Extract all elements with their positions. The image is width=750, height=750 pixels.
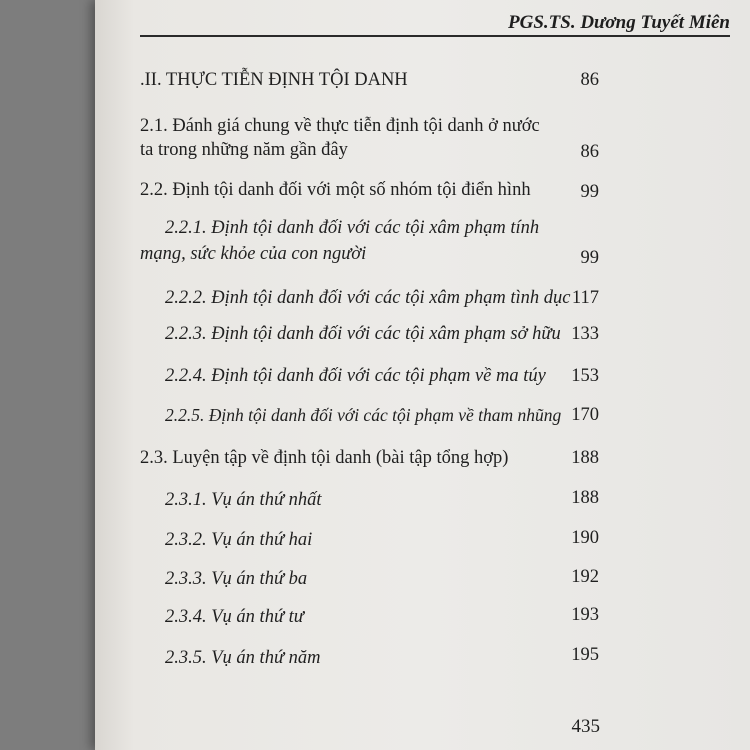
- toc-entry-label: 2.3.1. Vụ án thứ nhất: [165, 490, 322, 510]
- toc-entry-label: 2.2.4. Định tội danh đối với các tội phạm về ma túy: [165, 366, 546, 386]
- toc-entry-page: 117: [571, 288, 599, 308]
- toc-entry-page: 188: [571, 488, 599, 508]
- header-rule: [140, 35, 730, 37]
- running-header-author: PGS.TS. Dương Tuyết Miên: [508, 12, 730, 33]
- toc-entry-page: 133: [571, 324, 599, 344]
- book-page: [95, 0, 750, 750]
- toc-entry-label: 2.2.5. Định tội danh đối với các tội phạm về tham nhũng: [165, 405, 562, 425]
- toc-entry-label: 2.2.2. Định tội danh đối với các tội xâm phạm tình dục: [165, 288, 571, 308]
- toc-entry-label-line2: ta trong những năm gần đây: [140, 140, 348, 160]
- toc-entry-label: 2.2. Định tội danh đối với một số nhóm tội điển hình: [140, 180, 531, 200]
- toc-entry-page: 195: [571, 645, 599, 665]
- toc-entry-page: 190: [571, 528, 599, 548]
- toc-entry-page: 86: [580, 142, 599, 162]
- toc-entry-label-line1: 2.2.1. Định tội danh đối với các tội xâm phạm tính: [165, 218, 540, 238]
- toc-entry-page: 153: [571, 366, 599, 386]
- toc-entry-label: 2.3.4. Vụ án thứ tư: [165, 607, 304, 627]
- toc-entry-page: 192: [571, 567, 599, 587]
- toc-entry-label: 2.2.3. Định tội danh đối với các tội xâm phạm sở hữu: [165, 324, 561, 344]
- toc-entry-label: 2.3. Luyện tập về định tội danh (bài tập tổng hợp): [140, 448, 509, 468]
- toc-entry-label: 2.3.5. Vụ án thứ năm: [165, 648, 321, 668]
- toc-entry-page: 86: [580, 70, 599, 90]
- toc-entry-page: 99: [580, 182, 599, 202]
- toc-entry-page: 170: [571, 405, 599, 425]
- toc-entry-page: 188: [571, 448, 599, 468]
- toc-entry-label-line1: 2.1. Đánh giá chung về thực tiễn định tội danh ở nước: [140, 116, 540, 136]
- toc-entry-page: 99: [580, 248, 599, 268]
- toc-entry-page: 193: [571, 605, 599, 625]
- page-number: 435: [571, 716, 600, 737]
- toc-entry-label-line2: mạng, sức khỏe của con người: [140, 244, 367, 264]
- toc-entry-label: 2.3.2. Vụ án thứ hai: [165, 530, 313, 550]
- toc-entry-label: .II. THỰC TIỄN ĐỊNH TỘI DANH: [140, 70, 408, 90]
- toc-entry-label: 2.3.3. Vụ án thứ ba: [165, 569, 308, 589]
